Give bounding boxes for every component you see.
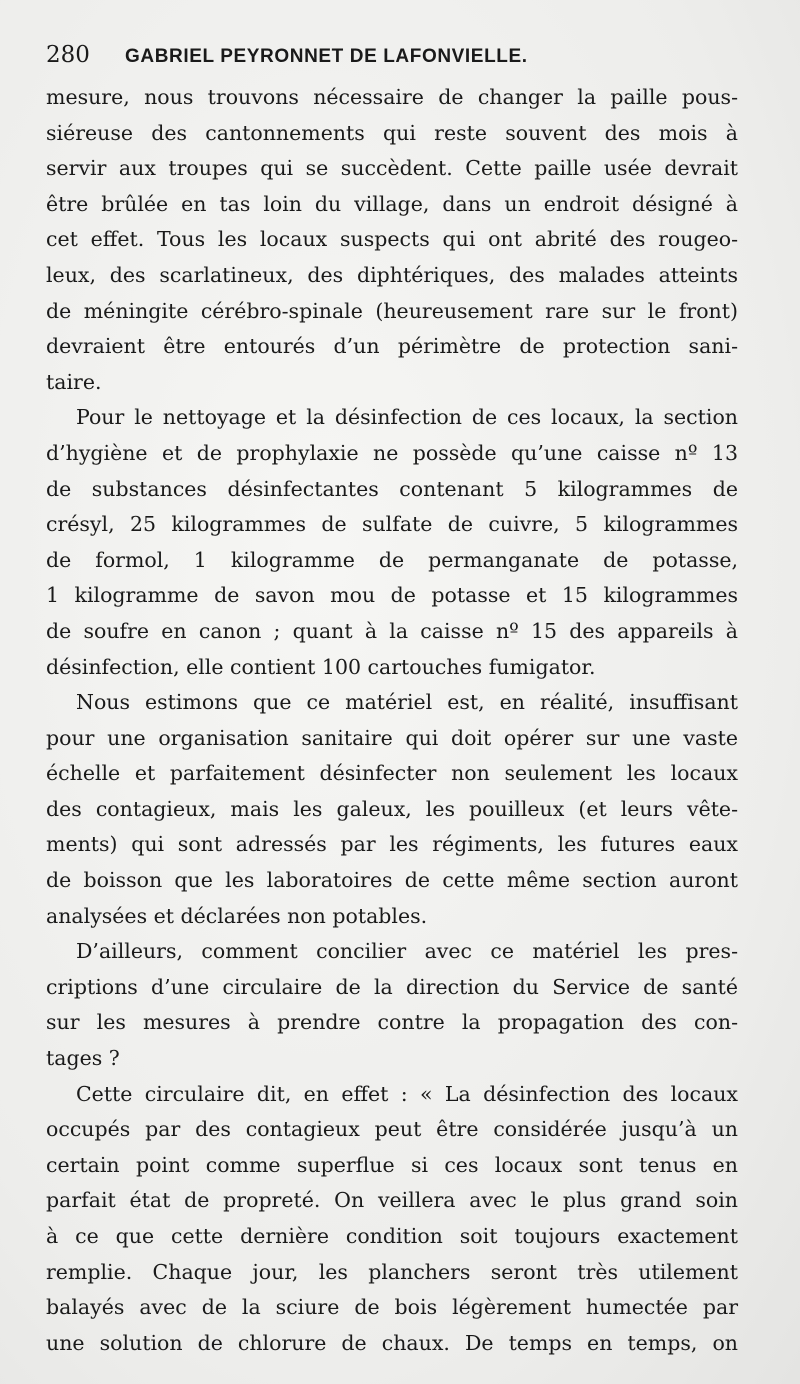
text-line: pour une organisation sanitaire qui doit opérer sur une vaste (46, 725, 738, 750)
text-line: analysées et déclarées non potables. (46, 903, 428, 928)
paragraph-4 (46, 934, 738, 1076)
paragraph-2 (46, 400, 738, 685)
running-title: GABRIEL PEYRONNET DE LAFONVIELLE. (125, 46, 528, 67)
text-line: mesure, nous trouvons nécessaire de changer la paille pous- (46, 85, 738, 109)
text-line: taire. (46, 369, 102, 394)
text-line: Pour le nettoyage et la désinfection de ces locaux, la section (76, 405, 738, 430)
text-line: parfait état de propreté. On veillera avec le plus grand soin (46, 1188, 738, 1213)
text-line: cet effet. Tous les locaux suspects qui ont abrité des rougeo- (46, 227, 738, 252)
text-line: ments) qui sont adressés par les régiments, les futures eaux (46, 832, 738, 857)
running-head (46, 38, 766, 72)
text-line: de formol, 1 kilogramme de permanganate de potasse, (46, 547, 738, 572)
text-line: d’hygiène et de prophylaxie ne possède qu’une caisse nº 13 (46, 440, 738, 465)
paragraph-3 (46, 685, 738, 934)
text-line: devraient être entourés d’un périmètre de protection sani- (46, 334, 738, 359)
text-line: des contagieux, mais les galeux, les pouilleux (et leurs vête- (46, 796, 738, 821)
text-line: de méningite cérébro-spinale (heureusement rare sur le front) (46, 298, 738, 323)
text-line: de boisson que les laboratoires de cette même section auront (46, 868, 738, 893)
text-line: échelle et parfaitement désinfecter non seulement les locaux (46, 761, 738, 786)
text-line: certain point comme superflue si ces locaux sont tenus en (46, 1152, 738, 1177)
text-line: servir aux troupes qui se succèdent. Cette paille usée devrait (46, 156, 738, 181)
text-line: désinfection, elle contient 100 cartouches fumigator. (46, 654, 596, 679)
text-line: balayés avec de la sciure de bois légèrement humectée par (46, 1295, 738, 1320)
text-line: D’ailleurs, comment concilier avec ce matériel les pres- (76, 939, 738, 964)
body-text (46, 80, 738, 1361)
text-line: Cette circulaire dit, en effet : « La désinfection des locaux (76, 1081, 738, 1106)
text-line: occupés par des contagieux peut être considérée jusqu’à un (46, 1117, 738, 1142)
text-line: leux, des scarlatineux, des diphtériques, des malades atteints (46, 262, 738, 287)
text-line: Nous estimons que ce matériel est, en réalité, insuffisant (76, 690, 738, 715)
text-line: de substances désinfectantes contenant 5 kilogrammes de (46, 476, 738, 501)
page-number: 280 (46, 42, 90, 68)
text-line: criptions d’une circulaire de la direction du Service de santé (46, 974, 738, 999)
paragraph-1 (46, 80, 738, 400)
text-line: être brûlée en tas loin du village, dans un endroit désigné à (46, 191, 738, 216)
paragraph-5 (46, 1077, 738, 1362)
text-line: crésyl, 25 kilogrammes de sulfate de cuivre, 5 kilogrammes (46, 512, 738, 537)
text-line: de soufre en canon ; quant à la caisse nº 15 des appareils à (46, 618, 738, 643)
text-line: siéreuse des cantonnements qui reste souvent des mois à (46, 120, 738, 145)
text-line: sur les mesures à prendre contre la propagation des con- (46, 1010, 738, 1035)
text-line: tages ? (46, 1046, 120, 1071)
text-line: une solution de chlorure de chaux. De temps en temps, on (46, 1330, 738, 1355)
text-line: 1 kilogramme de savon mou de potasse et 15 kilogrammes (46, 583, 738, 608)
text-line: à ce que cette dernière condition soit toujours exactement (46, 1224, 738, 1248)
text-line: remplie. Chaque jour, les planchers seront très utilement (46, 1259, 738, 1284)
